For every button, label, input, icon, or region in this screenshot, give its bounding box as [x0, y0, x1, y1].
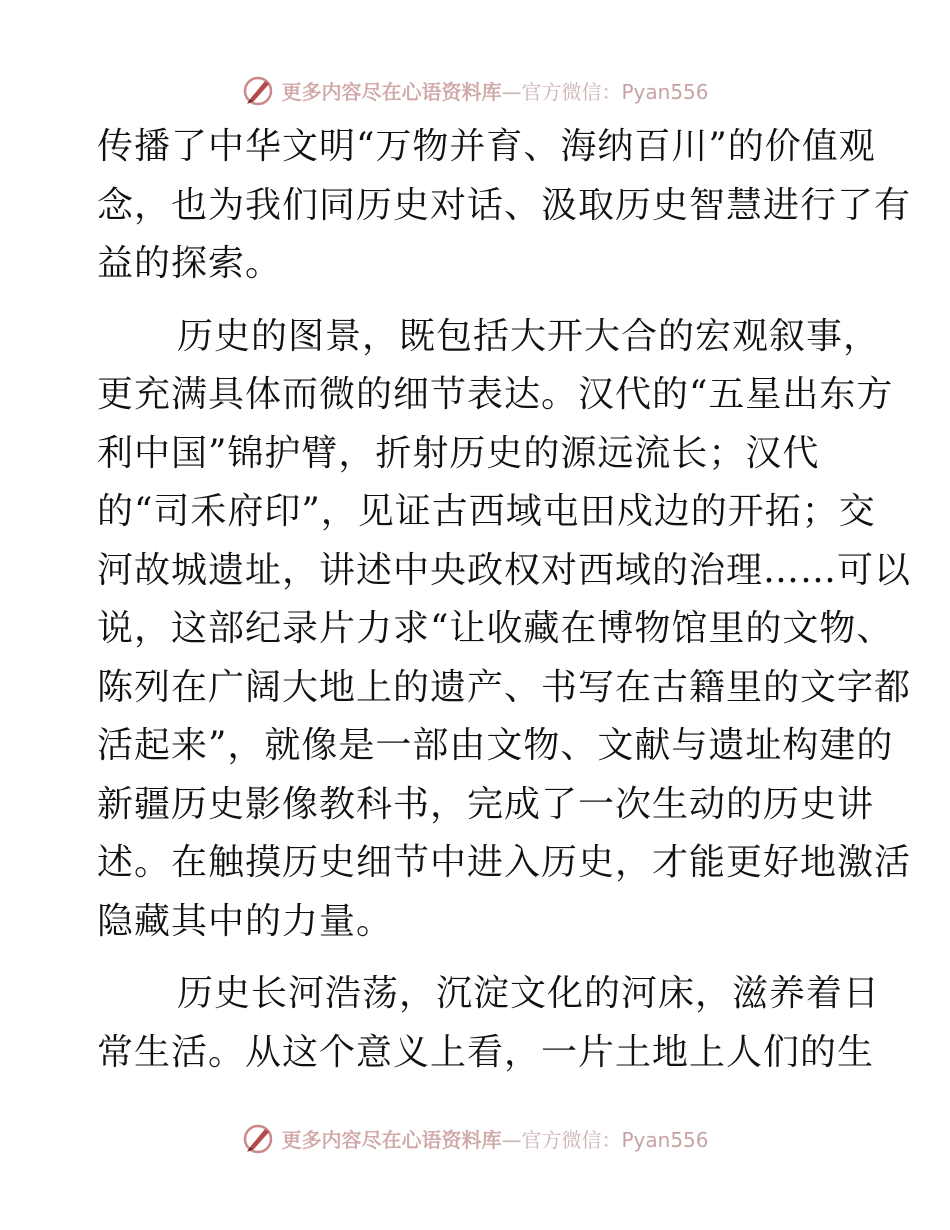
watermark-site-name: 更多内容尽在心语资料库	[281, 1127, 502, 1152]
pen-circle-logo-icon	[241, 73, 275, 107]
text-line: 历史长河浩荡，沉淀文化的河床，滋养着日	[177, 973, 881, 1014]
watermark-wechat-label: 官方微信：	[521, 1127, 622, 1152]
text-line: 河故城遗址，讲述中央政权对西域的治理……可以	[97, 549, 912, 591]
document-body	[97, 118, 912, 1082]
text-line: 的“司禾府印”，见证古西域屯田戍边的开拓；交	[97, 491, 876, 532]
watermark-site-name: 更多内容尽在心语资料库	[281, 79, 502, 104]
watermark-wechat-id: Pyan556	[621, 1127, 709, 1152]
footer-watermark	[0, 1118, 950, 1158]
text-line: 隐藏其中的力量。	[97, 900, 394, 942]
paragraph-3	[97, 965, 881, 1082]
text-line: 陈列在广阔大地上的遗产、书写在古籍里的文字都	[97, 666, 912, 708]
paragraph-2	[97, 308, 912, 952]
watermark-dash: —	[501, 79, 522, 104]
paragraph-1	[97, 118, 912, 294]
text-line: 新疆历史影像教科书，完成了一次生动的历史讲	[97, 783, 875, 825]
watermark-wechat-id: Pyan556	[621, 79, 709, 104]
watermark-dash: —	[501, 1127, 522, 1152]
header-watermark	[0, 70, 950, 110]
text-line: 历史的图景，既包括大开大合的宏观叙事，	[177, 315, 881, 357]
watermark-text	[281, 1124, 708, 1153]
text-line: 益的探索。	[97, 243, 283, 284]
text-line: 念，也为我们同历史对话、汲取历史智慧进行了有	[97, 184, 912, 226]
watermark-wechat-label: 官方微信：	[521, 79, 622, 104]
text-line: 更充满具体而微的细节表达。汉代的“五星出东方	[97, 374, 894, 415]
text-line: 传播了中华文明“万物并育、海纳百川”的价值观	[97, 126, 876, 167]
watermark-text	[281, 76, 708, 105]
text-line: 述。在触摸历史细节中进入历史，才能更好地激活	[97, 842, 912, 883]
text-line: 活起来”，就像是一部由文物、文献与遗址构建的	[97, 725, 894, 766]
text-line: 说，这部纪录片力求“让收藏在博物馆里的文物、	[97, 608, 894, 649]
pen-circle-logo-icon	[241, 1121, 275, 1155]
text-line: 常生活。从这个意义上看，一片土地上人们的生	[97, 1031, 875, 1073]
text-line: 利中国”锦护臂，折射历史的源远流长；汉代	[97, 432, 820, 474]
